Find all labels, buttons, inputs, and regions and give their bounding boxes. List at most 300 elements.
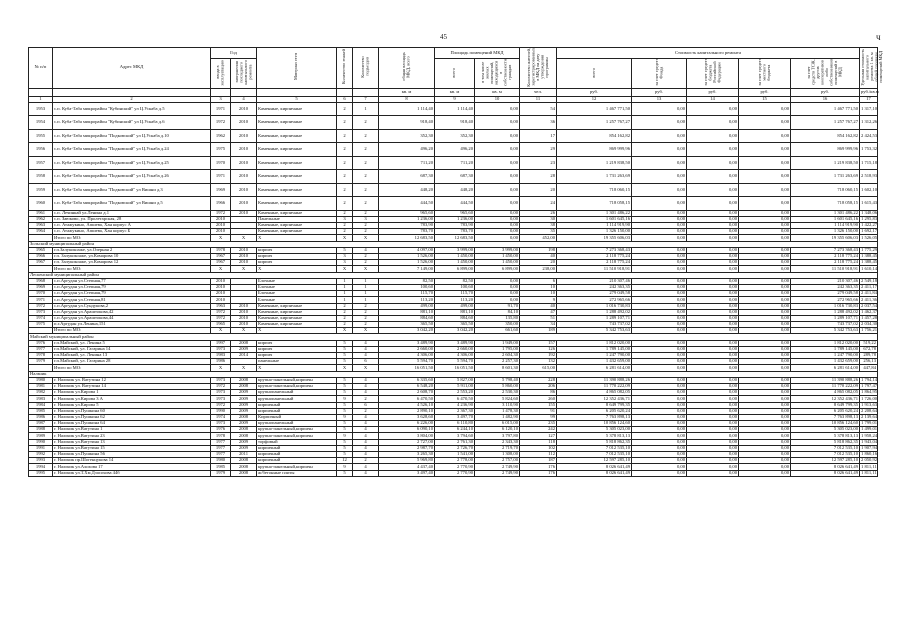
table-cell: г.п. Залукокоаже, ул.Комарова 12 [53, 260, 211, 266]
table-cell: 0,00 [687, 266, 739, 272]
table-cell: г. Нальчик ул.Ватутина 13 [53, 439, 211, 445]
table-cell: 5 [337, 383, 353, 389]
table-cell: 0,00 [632, 365, 687, 371]
table-cell: 91,70 [475, 303, 520, 309]
table-cell: 0,00 [739, 433, 791, 439]
table-cell: 1959 [29, 183, 53, 197]
table-cell: 2010 [231, 260, 257, 266]
table-cell: Каменные, кирпичные [257, 315, 337, 321]
table-cell: 1973 [211, 377, 231, 383]
table-cell: 1986 [29, 414, 53, 420]
table-cell: 0,00 [687, 102, 739, 116]
table-cell: 5 594,70 [435, 359, 475, 365]
header-cost-fund: за счет средств Фонда [632, 59, 687, 89]
table-cell: 2008 [231, 414, 257, 420]
table-cell: крупно-панельный,кирпичн [257, 383, 337, 389]
table-cell: 2 660,00 [379, 346, 435, 352]
table-cell: 0,00 [687, 458, 739, 464]
table-cell: 1 114 919,90 [791, 223, 860, 229]
table-cell: 448,20 [379, 183, 435, 197]
table-cell: 11 510 918,91 [557, 266, 632, 272]
table-cell: 1 450,00 [475, 254, 520, 260]
table-cell: 1 715,18 [860, 156, 878, 170]
table-cell: 1963 [29, 223, 53, 229]
table-cell: 3 489,90 [435, 340, 475, 346]
table-cell: 0,00 [632, 359, 687, 365]
table-cell: 0,00 [739, 156, 791, 170]
table-cell: 2 118 775,24 [791, 254, 860, 260]
table-cell: 12 597 285,10 [557, 458, 632, 464]
table-cell: 0,00 [632, 156, 687, 170]
table-cell: 0,00 [739, 402, 791, 408]
table-cell: 1990 [29, 439, 53, 445]
table-cell: 4 [353, 452, 379, 458]
table-cell: Итого по МО: [53, 266, 211, 272]
table-cell: 0,00 [739, 346, 791, 352]
table-cell: кирпичный [257, 458, 337, 464]
table-cell: 126 [520, 346, 557, 352]
table-cell: 4 [353, 346, 379, 352]
table-cell: 2 343,30 [475, 439, 520, 445]
table-cell: 1 289 107,71 [791, 315, 860, 321]
table-cell: 1967 [29, 260, 53, 266]
table-cell: 0,00 [687, 216, 739, 222]
table-cell: 0,00 [475, 197, 520, 211]
table-row [29, 102, 878, 116]
table-cell: X [231, 365, 257, 371]
table-cell: 2 [353, 156, 379, 170]
table-cell: 0,00 [632, 383, 687, 389]
table-cell: 10 856 124,60 [791, 421, 860, 427]
table-cell: 1 610,14 [861, 265, 878, 271]
table-cell: 718 060,15 [557, 183, 632, 197]
table-cell: 1954 [29, 116, 53, 130]
table-cell: 11 770 222,09 [557, 383, 632, 389]
table-cell: 0,00 [475, 284, 520, 290]
table-cell: 0,00 [632, 116, 687, 130]
header-area-total: всего [435, 59, 475, 89]
table-cell: 2 [353, 309, 379, 315]
table-cell: 2 118 775,24 [557, 260, 632, 266]
table-cell: с.п.Аргудан ул.Степная,79 [53, 291, 211, 297]
column-number: 13 [632, 96, 687, 102]
table-cell: г. Нальчик ул.Кирова 1 [53, 390, 211, 396]
table-cell: 2 [337, 315, 353, 321]
table-cell: 0,00 [632, 197, 687, 211]
table-cell: г.п.Майский, ул. Ленина 13 [53, 353, 211, 359]
table-cell: 2 [353, 197, 379, 211]
table-cell: 687,30 [435, 170, 475, 184]
table-cell: кирпичный [257, 445, 337, 451]
table-cell: 0,00 [739, 235, 791, 241]
table-cell: X [353, 266, 379, 272]
header-area-owned: в том числе жилых помещений, находящихся в собственности граждан [475, 59, 520, 89]
table-cell: 1991 [29, 445, 53, 451]
table-cell: 2 [353, 116, 379, 130]
table-cell: 0,00 [739, 377, 791, 383]
table-cell: 1 499,01 [861, 426, 878, 432]
table-cell: кирпич [257, 353, 337, 359]
header-no: № п/п [29, 48, 53, 89]
table-cell: 0,00 [739, 303, 791, 309]
table-cell: 2 [353, 223, 379, 229]
table-cell: с.п. Атажукино, Апшева, Хан корпус А [53, 223, 211, 229]
table-cell: 2 034,30 [861, 321, 878, 327]
table-cell: 0,00 [632, 291, 687, 297]
table-cell: 6 [520, 278, 557, 284]
table-cell: 8 026 641,49 [791, 464, 860, 470]
table-cell: 1 [337, 284, 353, 290]
table-cell: 272 965,66 [557, 297, 632, 303]
table-cell: 1 219 838,50 [557, 156, 632, 170]
table-cell: 1965 [211, 322, 231, 328]
table-cell: 2 604,30 [475, 353, 520, 359]
table-cell: 2009 [231, 439, 257, 445]
table-cell: 1973 [211, 390, 231, 396]
table-cell: 1987 [29, 421, 53, 427]
table-cell: 6 [353, 359, 379, 365]
table-cell: г. Нальчик ул.Т.Хм.Дзасохова 44б [53, 470, 211, 476]
column-number: 1 [29, 96, 53, 102]
table-cell: 1967 [211, 254, 231, 260]
column-number: 8 [379, 96, 435, 102]
table-cell: 5 342 753,63 [791, 328, 860, 334]
table-cell: 4 [353, 470, 379, 476]
table-cell: 0,00 [739, 470, 791, 476]
table-cell: 0,00 [739, 170, 791, 184]
table-cell: 0,00 [632, 129, 687, 143]
table-cell: 5 911,00 [435, 383, 475, 389]
table-cell: 1997 [211, 340, 231, 346]
table-cell: 1 602,10 [860, 183, 878, 197]
table-cell: 1 295,83 [861, 216, 878, 222]
table-cell: 1974 [211, 414, 231, 420]
table-cell: 4 [353, 433, 379, 439]
table-cell: 7 012 535,10 [791, 452, 860, 458]
table-cell: 0,00 [632, 278, 687, 284]
table-cell: 0,00 [739, 223, 791, 229]
table-cell: 1982 [29, 390, 53, 396]
table-cell: 2010 [231, 143, 257, 157]
table-cell: 1972 [29, 303, 53, 309]
table-cell: 0,00 [687, 303, 739, 309]
table-cell: 2010 [231, 210, 257, 216]
table-cell: 2 [337, 143, 353, 157]
table-cell: 1977 [211, 445, 231, 451]
table-cell: 3 999,00 [475, 247, 520, 253]
table-cell: 2 [353, 303, 379, 309]
table-cell: 0,00 [632, 470, 687, 476]
table-cell: 0,00 [632, 223, 687, 229]
table-cell: 2010 [211, 229, 231, 235]
table-cell: г. Нальчик ул. Ватутина 12 [53, 377, 211, 383]
table-cell: 9 [520, 297, 557, 303]
table-cell: 0,00 [687, 452, 739, 458]
table-cell: 0,00 [632, 309, 687, 315]
table-cell: 1 692,17 [861, 228, 878, 234]
table-cell: 1966 [29, 254, 53, 260]
table-cell: 0,00 [687, 340, 739, 346]
table-cell: 100,60 [379, 284, 435, 290]
table-cell: 0,00 [632, 408, 687, 414]
table-cell: 0,00 [687, 297, 739, 303]
table-cell: 2 727,00 [379, 439, 435, 445]
table-cell: 0,00 [739, 445, 791, 451]
table-row [29, 143, 878, 157]
table-cell: 783,90 [435, 223, 475, 229]
table-cell: X [211, 365, 231, 371]
table-cell: 2 [337, 129, 353, 143]
table-cell: Итого по МО: [53, 328, 211, 334]
table-cell: 10 [520, 291, 557, 297]
table-cell: 1 247 790,00 [791, 353, 860, 359]
table-cell: 1962 [29, 216, 53, 222]
unit-label: руб. [791, 88, 860, 96]
table-cell: 1968 [29, 278, 53, 284]
table-cell: п.г.Аргудан ул.Ленина,151 [53, 322, 211, 328]
table-cell: 2010 [231, 303, 257, 309]
table-cell: 260 [520, 396, 557, 402]
table-cell: 2 770,90 [435, 464, 475, 470]
table-cell: г.п.Майский, ул. Гагарина 28 [53, 359, 211, 365]
table-cell: 0,00 [632, 322, 687, 328]
table-cell: 2 [337, 197, 353, 211]
table-cell: 4 [353, 421, 379, 427]
table-cell: 0,00 [687, 390, 739, 396]
table-cell: Каменные, кирпичные [257, 303, 337, 309]
table-cell: 0,00 [739, 291, 791, 297]
table-cell: 1992 [29, 452, 53, 458]
table-cell: 1 [353, 297, 379, 303]
table-cell: 10 856 124,60 [557, 421, 632, 427]
table-cell: 4 236,90 [435, 402, 475, 408]
table-cell: 0,00 [475, 223, 520, 229]
table-cell: 2 [337, 183, 353, 197]
table-cell: 5 [337, 408, 353, 414]
table-cell: 0,00 [739, 452, 791, 458]
table-cell: 352,30 [379, 129, 435, 143]
table-cell: 1953 [29, 102, 53, 116]
table-cell: 2009 [231, 396, 257, 402]
table-cell: с.п.Аргудан ул.Степная,77 [53, 278, 211, 284]
table-cell: 0,00 [475, 278, 520, 284]
table-cell: 0,00 [632, 402, 687, 408]
table-cell: 2 553,20 [435, 390, 475, 396]
column-number: 14 [687, 96, 739, 102]
table-cell: кирпичный [257, 408, 337, 414]
table-cell: 2 139,64 [861, 414, 878, 420]
table-cell: 5 305 023,00 [791, 427, 860, 433]
table-cell: 1962 [211, 129, 231, 143]
table-cell: 0,00 [632, 340, 687, 346]
table-cell: 869 999,96 [791, 143, 860, 157]
table-cell: 1958 [29, 170, 53, 184]
header-total-area: общая площадь МКД, всего [379, 48, 435, 89]
table-cell: 0,00 [687, 170, 739, 184]
table-cell: кирпичный [257, 452, 337, 458]
table-cell: Каменные, кирпичные [257, 197, 337, 211]
table-cell: крупнопанельный [257, 390, 337, 396]
table-cell: 3 628,60 [379, 414, 435, 420]
column-number: 4 [231, 96, 257, 102]
table-cell: ж/бетонные плиты [257, 470, 337, 476]
table-cell: 0,00 [687, 383, 739, 389]
table-cell: 0,00 [687, 116, 739, 130]
table-cell: 2009 [231, 408, 257, 414]
table-cell: 9 [337, 433, 353, 439]
table-cell: 1974 [29, 315, 53, 321]
table-cell: 1956 [29, 143, 53, 157]
table-cell: 1983 [211, 353, 231, 359]
table-cell: 0,00 [632, 229, 687, 235]
table-cell: 279 049,58 [557, 291, 632, 297]
table-cell: 4 [353, 353, 379, 359]
table-cell: 365,50 [379, 322, 435, 328]
table-cell: 711,20 [379, 156, 435, 170]
section-label: Майский муниципальный район [29, 334, 878, 340]
table-cell: 1 450,00 [475, 260, 520, 266]
table-cell: 2014 [231, 353, 257, 359]
table-cell: 0,00 [739, 353, 791, 359]
table-cell: 135,80 [475, 315, 520, 321]
table-cell: 965,60 [379, 210, 435, 216]
table-row [29, 129, 878, 143]
table-cell: 1 312,26 [860, 116, 878, 130]
table-cell: 11 390 888,26 [557, 377, 632, 383]
table-cell: 1964 [29, 229, 53, 235]
table-cell: 783,70 [379, 229, 435, 235]
table-cell: X [231, 266, 257, 272]
table-cell: 444,50 [435, 197, 475, 211]
table-cell: 0,00 [632, 328, 687, 334]
table-cell: 0,00 [687, 427, 739, 433]
table-cell: X [337, 235, 353, 241]
table-cell: с.п.Аргудан ул.Степная,81 [53, 297, 211, 303]
table-cell: 718 058,15 [557, 197, 632, 211]
table-cell: 2 [337, 116, 353, 130]
table-cell: 0,00 [687, 223, 739, 229]
table-cell: 3 489,90 [379, 340, 435, 346]
table-cell: кирпич [257, 247, 337, 253]
table-cell: 0,00 [632, 143, 687, 157]
table-cell: 2 [353, 322, 379, 328]
table-cell: Каменные, кирпичные [257, 156, 337, 170]
table-cell: панельные [257, 359, 337, 365]
table-cell: 0,00 [739, 278, 791, 284]
table-cell: 0,00 [475, 102, 520, 116]
table-cell: 115,70 [435, 291, 475, 297]
page-number: 45 [440, 33, 447, 41]
table-cell: 2009 [231, 402, 257, 408]
table-cell: 1 257 767,27 [791, 116, 860, 130]
table-cell: 210 307,46 [557, 278, 632, 284]
unit-empty [257, 88, 337, 96]
table-cell: 28 [520, 170, 557, 184]
table-cell: 2 [337, 322, 353, 328]
table-cell: 0,00 [687, 402, 739, 408]
table-cell: 8 649 799,35 [791, 402, 860, 408]
table-cell: 854 162,82 [557, 129, 632, 143]
table-cell: 279 049,58 [791, 291, 860, 297]
table-cell: 0,00 [739, 328, 791, 334]
table-cell: 2008 [231, 458, 257, 464]
header-year-last-repair: завершения последнего капитального ремонта [231, 59, 257, 89]
table-cell: 187 [520, 458, 557, 464]
table-cell: 496,20 [435, 143, 475, 157]
table-body [29, 102, 878, 476]
table-cell: 0,00 [687, 309, 739, 315]
table-cell: 0,00 [475, 116, 520, 130]
table-cell: 113,20 [435, 297, 475, 303]
table-cell: 242 363,35 [791, 284, 860, 290]
table-cell: крупно-панельный,кирпичн [257, 427, 337, 433]
unit-label: руб. [739, 88, 791, 96]
table-cell: X [257, 235, 337, 241]
table-cell: 29 [520, 143, 557, 157]
table-cell: 1972 [211, 309, 231, 315]
table-cell: 1973 [211, 396, 231, 402]
table-cell: 51 [520, 315, 557, 321]
table-cell: 6 015,00 [475, 421, 520, 427]
table-cell: X [231, 235, 257, 241]
table-cell: 0,00 [739, 102, 791, 116]
column-number: 10 [475, 96, 520, 102]
table-cell: 447,84 [860, 365, 878, 371]
header-floors: Количество этажей [337, 48, 353, 89]
table-cell: 1969 [29, 284, 53, 290]
table-cell: 1 016 730,83 [791, 303, 860, 309]
table-cell: 2 [337, 303, 353, 309]
table-cell: 23 [520, 156, 557, 170]
table-cell: 6 205 620,24 [791, 408, 860, 414]
table-cell: 0,00 [632, 390, 687, 396]
table-cell: крупно-панельный,кирпичн [257, 433, 337, 439]
table-cell: 0,00 [687, 247, 739, 253]
table-cell: 0,00 [739, 284, 791, 290]
table-cell: 2 749,90 [475, 470, 520, 476]
table-cell: Блочные [257, 297, 337, 303]
table-cell: 1 467 771,50 [557, 102, 632, 116]
column-number: 11 [520, 96, 557, 102]
table-cell: 9 [337, 396, 353, 402]
table-cell: 0,00 [739, 216, 791, 222]
table-cell: 1967 [211, 260, 231, 266]
table-cell: 9 [337, 414, 353, 420]
table-cell: 3 794,60 [435, 433, 475, 439]
header-cost-local: за счет средств местного бюджета [739, 59, 791, 89]
table-row [29, 116, 878, 130]
table-cell: 113,20 [379, 297, 435, 303]
table-cell: 2 [353, 408, 379, 414]
table-cell: г. Нальчик ул.Кирова 3 А [53, 396, 211, 402]
table-cell: 1 [337, 291, 353, 297]
table-cell: 157 [520, 340, 557, 346]
table-cell: 5 [337, 402, 353, 408]
table-cell: 4 437,40 [379, 464, 435, 470]
table-cell: 0,00 [632, 439, 687, 445]
table-cell: 19 355 606,03 [557, 235, 632, 241]
table-cell: 965,60 [435, 210, 475, 216]
table-cell: 6 548,20 [379, 383, 435, 389]
column-number: 5 [257, 96, 337, 102]
table-cell: 5 378 813,13 [557, 433, 632, 439]
table-cell: 718 060,15 [791, 183, 860, 197]
table-cell: 1979 [29, 359, 53, 365]
table-cell: 3 265,30 [379, 452, 435, 458]
table-cell: 11 390 888,26 [791, 377, 860, 383]
table-cell: 4 526,10 [379, 402, 435, 408]
table-cell: 0,00 [632, 254, 687, 260]
